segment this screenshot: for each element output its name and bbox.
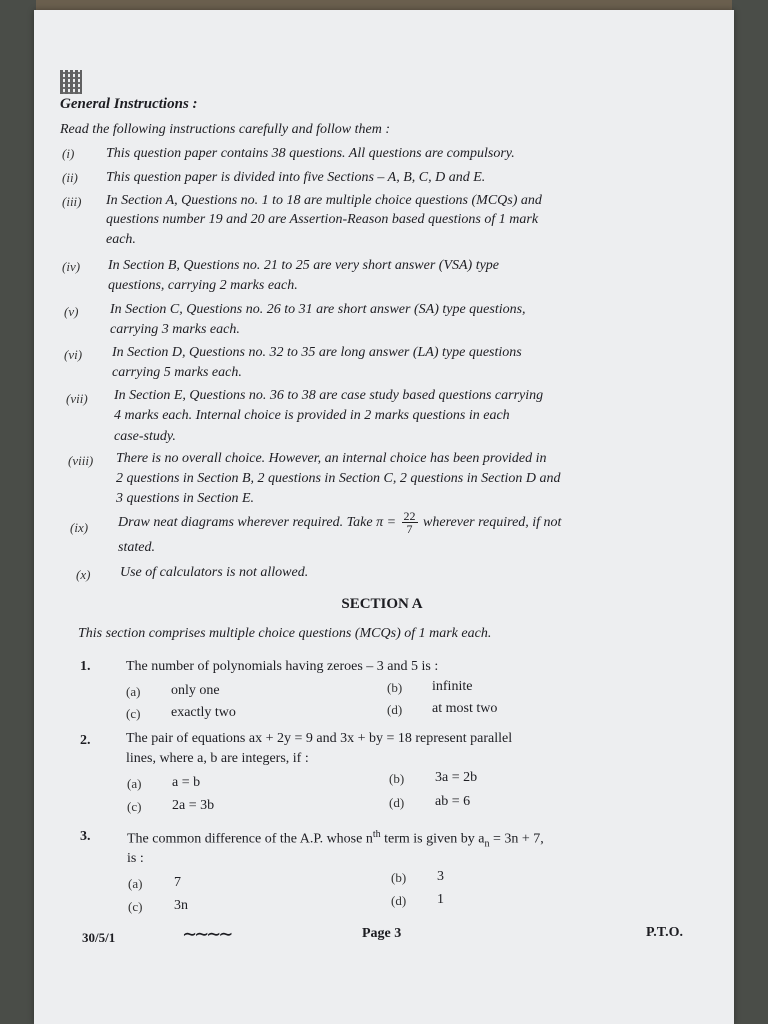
instruction-text: questions, carrying 2 marks each. [108, 278, 298, 293]
question-number: 3. [80, 829, 91, 844]
instruction-number: (vii) [66, 391, 88, 406]
option-text: 3a = 2b [435, 770, 478, 785]
option-label: (a) [128, 876, 143, 891]
option-label: (b) [387, 680, 403, 695]
instruction-number: (iii) [62, 194, 82, 209]
option-label: (a) [127, 776, 142, 791]
instruction-number: (vi) [64, 347, 83, 362]
question-text-part: term is given by a [380, 831, 485, 847]
instruction-number: (ii) [62, 170, 78, 185]
instruction-number: (iv) [62, 259, 81, 274]
instruction-text: stated. [118, 540, 155, 555]
instruction-number: (v) [64, 304, 79, 319]
instruction-text: case-study. [114, 429, 176, 444]
instruction-text: carrying 3 marks each. [110, 322, 240, 337]
option-label: (b) [389, 771, 405, 786]
pto-label: P.T.O. [646, 925, 683, 940]
question-text [127, 826, 544, 852]
question-text-part: The common difference of the A.P. whose n [127, 831, 373, 847]
instruction-text: In Section E, Questions no. 36 to 38 are case study based questions carrying [114, 388, 544, 403]
option-label: (d) [391, 893, 407, 908]
instruction-text: There is no overall choice. However, an internal choice has been provided in [116, 451, 547, 466]
option-text: at most two [432, 701, 498, 716]
instruction-text: questions number 19 and 20 are Assertion-Reason based questions of 1 mark [106, 212, 539, 227]
question-number: 2. [80, 733, 91, 748]
subscript: n [484, 838, 490, 850]
option-label: (d) [387, 702, 403, 717]
option-text: 3 [437, 869, 444, 884]
option-label: (c) [126, 706, 141, 721]
section-description: This section comprises multiple choice questions (MCQs) of 1 mark each. [78, 626, 492, 641]
instruction-text: This question paper is divided into five Sections – A, B, C, D and E. [106, 170, 486, 185]
instructions-intro: Read the following instructions carefully and follow them : [60, 122, 391, 137]
instruction-text: This question paper contains 38 questions. All questions are compulsory. [106, 146, 515, 161]
option-label: (b) [391, 870, 407, 885]
superscript: th [372, 829, 381, 840]
instruction-text: In Section C, Questions no. 26 to 31 are short answer (SA) type questions, [110, 302, 526, 317]
instruction-text: In Section A, Questions no. 1 to 18 are multiple choice questions (MCQs) and [106, 193, 542, 208]
section-title: SECTION A [341, 596, 423, 612]
instruction-text: In Section B, Questions no. 21 to 25 are very short answer (VSA) type [108, 258, 500, 273]
option-text: infinite [432, 679, 473, 694]
option-text: 7 [174, 875, 181, 890]
instruction-text-pi [118, 510, 561, 536]
instruction-text: carrying 5 marks each. [112, 365, 242, 380]
option-label: (c) [128, 899, 143, 914]
question-text: is : [127, 851, 144, 866]
option-text: 3n [174, 898, 188, 913]
background-left [0, 0, 36, 1024]
instruction-text: 2 questions in Section B, 2 questions in Section C, 2 questions in Section D and [116, 471, 561, 486]
instruction-text: In Section D, Questions no. 32 to 35 are long answer (LA) type questions [112, 345, 522, 360]
option-text: a = b [172, 775, 201, 790]
question-text: The pair of equations ax + 2y = 9 and 3x + by = 18 represent parallel [126, 731, 513, 746]
instruction-text: 3 questions in Section E. [116, 491, 255, 506]
question-number: 1. [80, 659, 91, 674]
instruction-number: (x) [76, 567, 91, 582]
instruction-number: (viii) [68, 453, 94, 468]
pi-text-after: wherever required, if not [423, 515, 562, 530]
instruction-number: (ix) [70, 520, 89, 535]
instruction-text: 4 marks each. Internal choice is provided in 2 marks questions in each [114, 408, 510, 423]
fraction-denominator: 7 [406, 522, 413, 537]
option-label: (a) [126, 684, 141, 699]
option-label: (c) [127, 799, 142, 814]
question-text: The number of polynomials having zeroes – 3 and 5 is : [126, 659, 439, 674]
qr-code-icon [60, 70, 82, 94]
option-text: only one [171, 683, 220, 698]
instruction-text: Use of calculators is not allowed. [120, 565, 309, 580]
option-text: ab = 6 [435, 794, 471, 809]
page-number: Page 3 [362, 926, 402, 941]
option-text: 1 [437, 892, 444, 907]
fraction-numerator: 22 [403, 509, 416, 524]
option-text: exactly two [171, 705, 236, 720]
question-text: lines, where a, b are integers, if : [126, 751, 309, 766]
question-text-part: = 3n + 7, [489, 831, 544, 847]
option-label: (d) [389, 795, 405, 810]
instruction-number: (i) [62, 146, 75, 161]
tilde-decoration: ∼∼∼∼ [182, 924, 231, 944]
pi-text-before: Draw neat diagrams wherever required. Take π = [118, 515, 397, 530]
instructions-title: General Instructions : [60, 96, 198, 112]
paper-code: 30/5/1 [82, 930, 116, 945]
background-right [732, 0, 768, 1024]
instruction-text: each. [106, 232, 136, 247]
option-text: 2a = 3b [172, 798, 215, 813]
pi-fraction [402, 510, 418, 535]
